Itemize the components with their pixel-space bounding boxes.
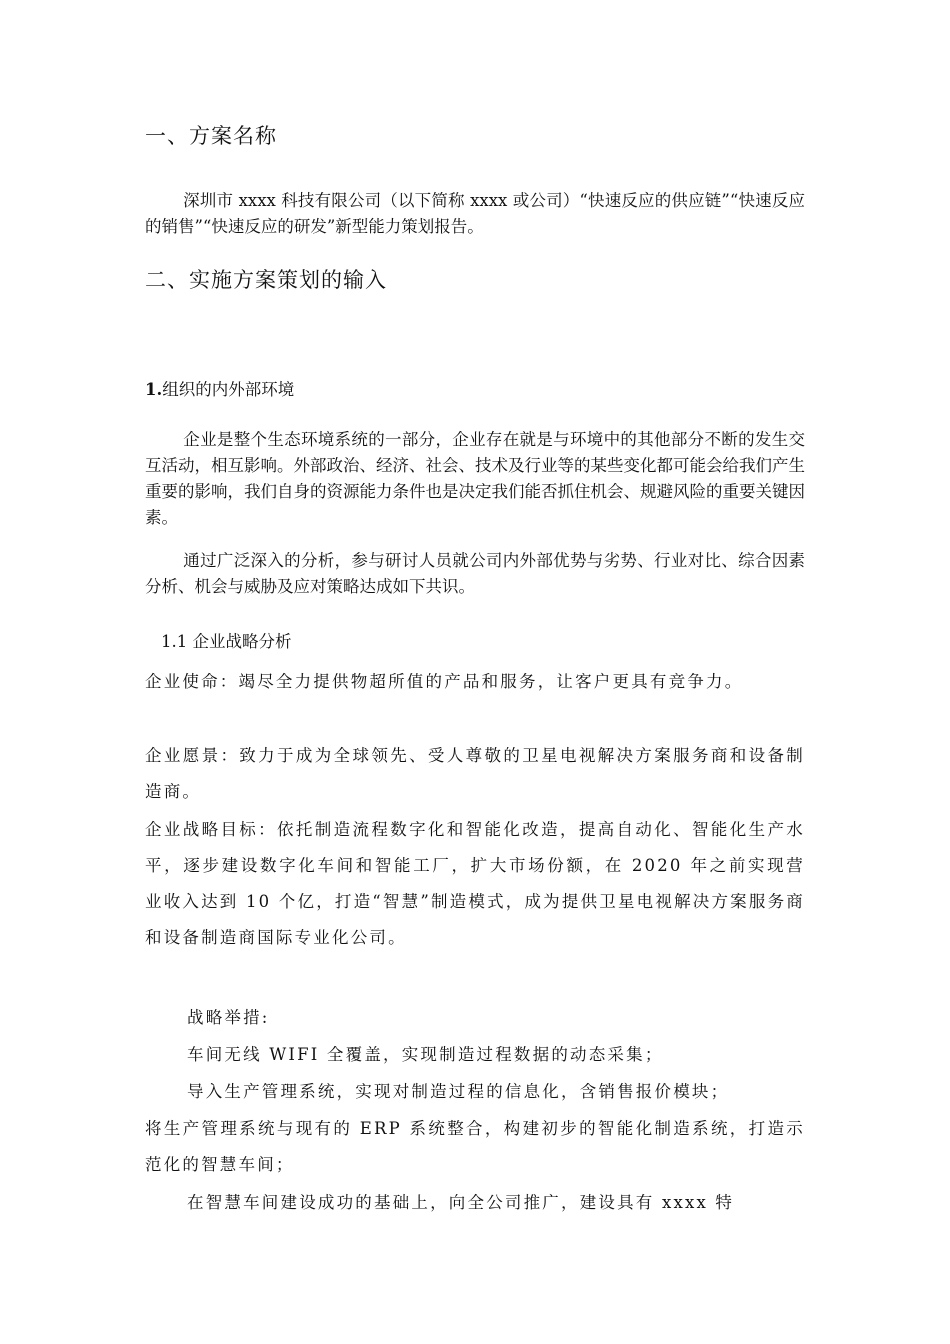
- environment-paragraph: [145, 427, 805, 531]
- goal-text: 企业战略目标：依托制造流程数字化和智能化改造，提高自动化、智能化生产水平，逐步建设数字化车间和智能工厂，扩大市场份额，在 2020 年之前实现营业收入达到 10 个亿，打造“智慧”制造模式，成为提供卫星电视解决方案服务商和设备制造商国际专业化公司。: [145, 820, 805, 947]
- measure-item-4: [145, 1185, 805, 1221]
- measure-item-2: [145, 1074, 805, 1110]
- subsection-1-heading: [145, 378, 294, 402]
- measure-item-1: [145, 1037, 805, 1073]
- environment-paragraph-text: 企业是整个生态环境系统的一部分，企业存在就是与环境中的其他部分不断的发生交互活动，相互影响。外部政治、经济、社会、技术及行业等的某些变化都可能会给我们产生重要的影响，我们自身的资源能力条件也是决定我们能否抓住机会、规避风险的重要关键因素。: [145, 430, 805, 527]
- measure-item-1-text: 车间无线 WIFI 全覆盖，实现制造过程数据的动态采集；: [187, 1045, 664, 1064]
- analysis-paragraph: [145, 548, 805, 600]
- measure-item-4-text: 在智慧车间建设成功的基础上，向全公司推广，建设具有 xxxx 特: [187, 1193, 735, 1212]
- subsection-1-1-heading: 1.1 企业战略分析: [161, 632, 292, 651]
- measure-item-2-text: 导入生产管理系统，实现对制造过程的信息化，含销售报价模块；: [187, 1082, 730, 1101]
- measure-item-3: [145, 1111, 805, 1183]
- measures-title-text: 战略举措:: [187, 1008, 270, 1027]
- vision-paragraph: [145, 738, 805, 810]
- analysis-paragraph-text: 通过广泛深入的分析，参与研讨人员就公司内外部优势与劣势、行业对比、综合因素分析、机会与威胁及应对策略达成如下共识。: [145, 551, 805, 596]
- measures-title: [145, 1000, 805, 1036]
- subsection-1-text: 组织的内外部环境: [162, 380, 295, 399]
- mission-paragraph: [145, 664, 805, 700]
- section-2-title: 二、实施方案策划的输入: [145, 268, 387, 292]
- vision-text: 企业愿景：致力于成为全球领先、受人尊敬的卫星电视解决方案服务商和设备制造商。: [145, 746, 805, 801]
- section-1-title: 一、方案名称: [145, 124, 277, 148]
- subsection-1-number: 1.: [145, 380, 163, 399]
- measure-item-3-text: 将生产管理系统与现有的 ERP 系统整合，构建初步的智能化制造系统，打造示范化的智慧车间；: [145, 1119, 805, 1174]
- section-1-paragraph-text: 深圳市 xxxx 科技有限公司（以下简称 xxxx 或公司）“快速反应的供应链”“快速反应的销售”“快速反应的研发”新型能力策划报告。: [145, 191, 805, 236]
- goal-paragraph: [145, 812, 805, 956]
- mission-text: 企业使命：竭尽全力提供物超所值的产品和服务，让客户更具有竞争力。: [145, 672, 744, 691]
- section-1-paragraph: [145, 188, 805, 240]
